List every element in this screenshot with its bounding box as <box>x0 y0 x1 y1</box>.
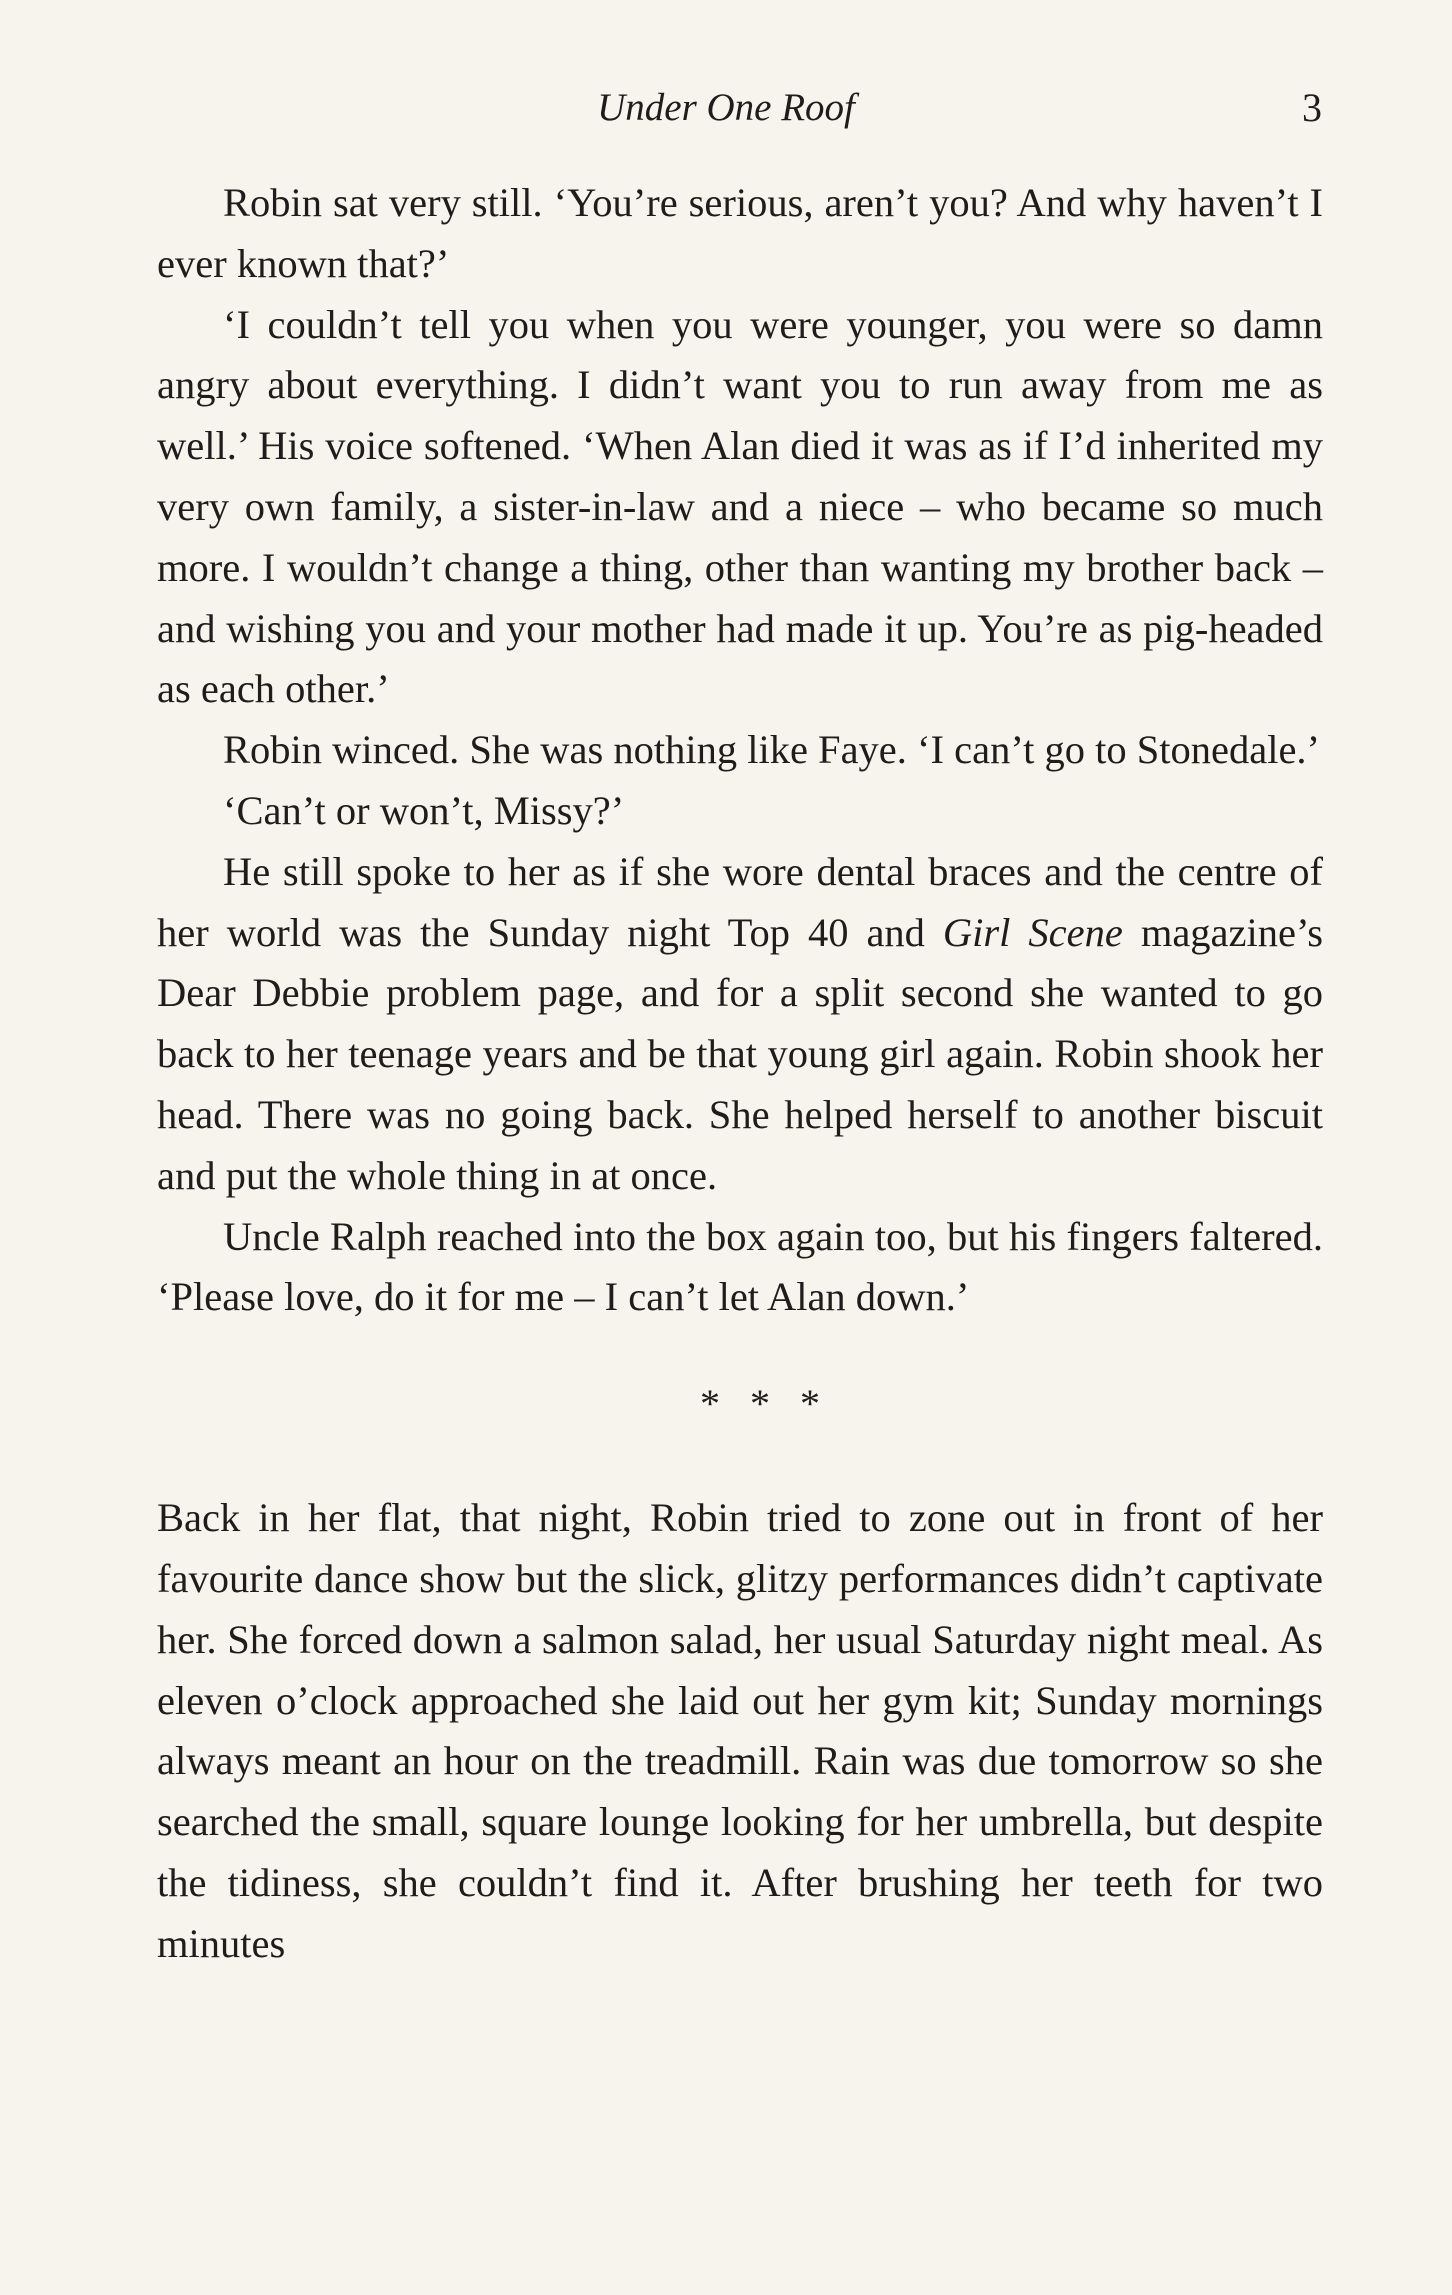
paragraph-text: magazine’s Dear Debbie problem page, and for a split second she wanted to go back to her teenage years and be that young girl again. Robin shook her head. There was no going back. She helped herself to another biscuit and put the whole thing in at once. <box>157 909 1323 1198</box>
paragraph-text: ‘Can’t or won’t, Missy?’ <box>223 787 625 833</box>
paragraph-text: Back in her flat, that night, Robin tried to zone out in front of her favourite dance show but the slick, glitzy performances didn’t captivate her. She forced down a salmon salad, her usual Saturday night meal. As eleven o’clock approached she laid out her gym kit; Sunday mornings always meant an hour on the treadmill. Rain was due tomorrow so she searched the small, square lounge looking for her umbrella, but despite the tidiness, she couldn’t find it. After brushing her teeth for two minutes <box>157 1495 1323 1966</box>
paragraph-text: Uncle Ralph reached into the box again too, but his fingers faltered. ‘Please love, do it for me – I can’t let Alan down.’ <box>157 1213 1323 1320</box>
running-head <box>0 78 1452 138</box>
paragraph <box>157 781 1323 842</box>
magazine-title: Girl Scene <box>942 909 1123 955</box>
paragraph-text: Robin sat very still. ‘You’re serious, aren’t you? And why haven’t I ever known that?’ <box>157 180 1323 286</box>
paragraph-text: Robin winced. She was nothing like Faye. ‘I can’t go to Stonedale.’ <box>223 727 1321 773</box>
paragraph <box>157 1207 1323 1329</box>
running-title: Under One Roof <box>597 86 855 129</box>
paragraph <box>157 173 1323 295</box>
section-break: * * * <box>700 1381 830 1427</box>
body-text <box>157 173 1323 1975</box>
paragraph-text: He still spoke to her as if she wore dental braces and the centre of her world was the Sunday night Top 40 and <box>157 848 1323 955</box>
paragraph <box>157 842 1323 1207</box>
paragraph <box>157 720 1323 781</box>
paragraph <box>157 295 1323 721</box>
page-number: 3 <box>1302 85 1322 130</box>
paragraph <box>157 1488 1323 1974</box>
paragraph-text: ‘I couldn’t tell you when you were younger, you were so damn angry about everything. I didn’t want you to run away from me as well.’ His voice softened. ‘When Alan died it was as if I’d inherited my very own family, a sister-in-law and a niece – who became so much more. I wouldn’t change a thing, other than wanting my brother back – and wishing you and your mother had made it up. You’re as pig-headed as each other.’ <box>157 301 1323 712</box>
